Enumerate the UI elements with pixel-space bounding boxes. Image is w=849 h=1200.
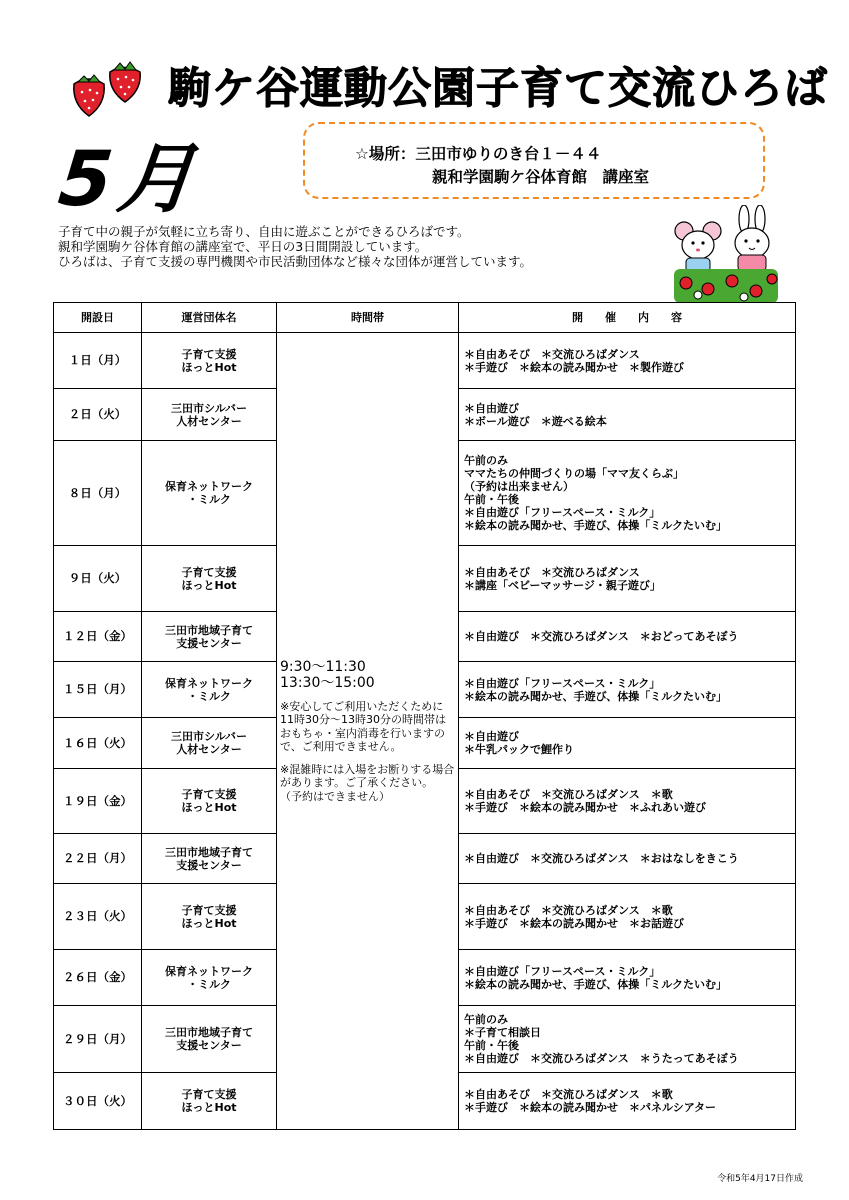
row-date: ２６日（金） (54, 950, 142, 1006)
intro-line: ひろばは、子育て支援の専門機関や市民活動団体など様々な団体が運営しています。 (58, 254, 533, 269)
time-range: 9:30～11:30 13:30～15:00 (280, 658, 375, 691)
row-organization: 三田市地域子育て 支援センター (142, 834, 277, 884)
row-organization: 三田市シルバー 人材センター (142, 389, 277, 441)
intro-line: 子育て中の親子が気軽に立ち寄り、自由に遊ぶことができるひろばです。 (58, 224, 470, 239)
row-content: ＊自由遊び「フリースペース・ミルク」 ＊絵本の読み聞かせ、手遊び、体操「ミルクたいむ」 (459, 662, 796, 718)
col-header-date: 開設日 (54, 303, 142, 333)
created-date: 令和5年4月17日作成 (717, 1174, 803, 1184)
row-organization: 子育て支援 ほっとHot (142, 769, 277, 834)
rabbit-icon (735, 205, 769, 271)
col-header-time: 時間帯 (277, 303, 459, 333)
schedule-table (53, 302, 796, 1130)
row-content: ＊自由遊び ＊交流ひろばダンス ＊おはなしをきこう (459, 834, 796, 884)
row-organization: 子育て支援 ほっとHot (142, 1073, 277, 1130)
strawberry-icon (74, 75, 104, 116)
row-date: ８日（月） (54, 441, 142, 546)
row-content: ＊自由遊び ＊牛乳パックで鯉作り (459, 718, 796, 769)
row-content: 午前のみ ＊子育て相談日 午前・午後 ＊自由遊び ＊交流ひろばダンス ＊うたってあそぼう (459, 1006, 796, 1073)
time-slot-cell (277, 333, 459, 1130)
venue-room: 親和学園駒ケ谷体育館 講座室 (432, 168, 650, 186)
venue-address: ☆場所：三田市ゆりのき台１－４４ (355, 145, 602, 163)
row-date: ９日（火） (54, 546, 142, 612)
row-organization: 三田市地域子育て 支援センター (142, 1006, 277, 1073)
mouse-icon (675, 222, 721, 272)
row-organization: 三田市地域子育て 支援センター (142, 612, 277, 662)
row-organization: 保育ネットワーク ・ミルク (142, 662, 277, 718)
row-content: ＊自由あそび ＊交流ひろばダンス ＊歌 ＊手遊び ＊絵本の読み聞かせ ＊パネルシアター (459, 1073, 796, 1130)
row-organization: 子育て支援 ほっとHot (142, 884, 277, 950)
row-content: ＊自由あそび ＊交流ひろばダンス ＊歌 ＊手遊び ＊絵本の読み聞かせ ＊ふれあい遊び (459, 769, 796, 834)
row-date: ３０日（火） (54, 1073, 142, 1130)
row-organization: 保育ネットワーク ・ミルク (142, 950, 277, 1006)
row-content: 午前のみ ママたちの仲間づくりの場「ママ友くらぶ」 （予約は出来ません） 午前・午後 ＊自由遊び「フリースペース・ミルク」 ＊絵本の読み聞かせ、手遊び、体操「ミルクたいむ」 (459, 441, 796, 546)
time-note-disinfection: ※安心してご利用いただくために11時30分～13時30分の時間帯はおもちゃ・室内消毒を行いますので、ご利用できません。 (280, 699, 446, 754)
page-title: 駒ケ谷運動公園子育て交流ひろば (168, 64, 828, 114)
row-date: １９日（金） (54, 769, 142, 834)
mouse-rabbit-illustration (672, 205, 782, 305)
time-note-crowding: ※混雑時には入場をお断りする場合があります。ご了承ください。 （予約はできません） (280, 762, 455, 803)
row-date: ２３日（火） (54, 884, 142, 950)
table-row (54, 333, 796, 389)
row-content: ＊自由あそび ＊交流ひろばダンス ＊手遊び ＊絵本の読み聞かせ ＊製作遊び (459, 333, 796, 389)
row-content: ＊自由遊び ＊交流ひろばダンス ＊おどってあそぼう (459, 612, 796, 662)
row-organization: 子育て支援 ほっとHot (142, 546, 277, 612)
row-content: ＊自由遊び「フリースペース・ミルク」 ＊絵本の読み聞かせ、手遊び、体操「ミルクたいむ」 (459, 950, 796, 1006)
row-date: １２日（金） (54, 612, 142, 662)
strawberry-icon (110, 62, 140, 102)
row-date: １５日（月） (54, 662, 142, 718)
strawberry-illustration (66, 60, 148, 120)
col-header-org: 運営団体名 (142, 303, 277, 333)
row-date: １６日（火） (54, 718, 142, 769)
row-date: ２２日（月） (54, 834, 142, 884)
strawberry-field (674, 269, 778, 303)
row-date: ２９日（月） (54, 1006, 142, 1073)
row-organization: 保育ネットワーク ・ミルク (142, 441, 277, 546)
row-organization: 子育て支援 ほっとHot (142, 333, 277, 389)
row-content: ＊自由あそび ＊交流ひろばダンス ＊歌 ＊手遊び ＊絵本の読み聞かせ ＊お話遊び (459, 884, 796, 950)
table-header-row (54, 303, 796, 333)
month-heading: 5月 (54, 134, 205, 223)
col-header-content: 開 催 内 容 (459, 303, 796, 333)
row-date: １日（月） (54, 333, 142, 389)
row-content: ＊自由遊び ＊ボール遊び ＊遊べる絵本 (459, 389, 796, 441)
row-content: ＊自由あそび ＊交流ひろばダンス ＊講座「ベビーマッサージ・親子遊び」 (459, 546, 796, 612)
intro-line: 親和学園駒ケ谷体育館の講座室で、平日の3日間開設しています。 (58, 239, 428, 254)
row-organization: 三田市シルバー 人材センター (142, 718, 277, 769)
row-date: ２日（火） (54, 389, 142, 441)
